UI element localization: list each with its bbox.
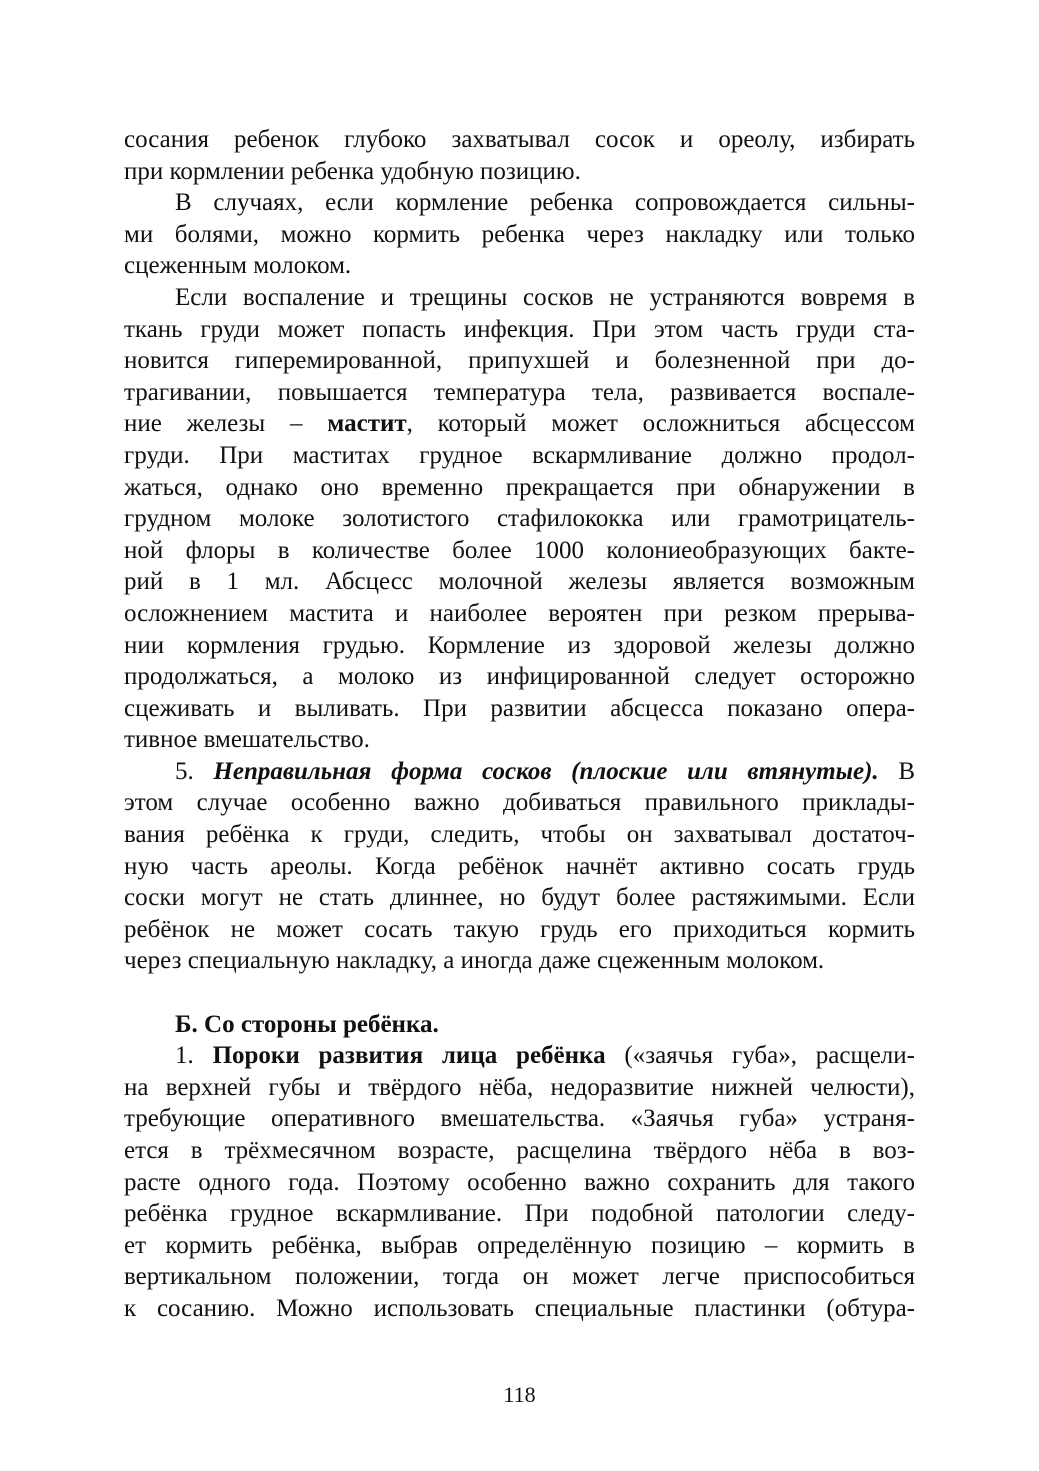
text-run: («заячья губа», расщели-	[605, 1042, 915, 1070]
text-line: В случаях, если кормление ребенка сопровождается сильны-	[175, 189, 915, 217]
text-line: вания ребёнка к груди, следить, чтобы он захватывал достаточ-	[124, 821, 915, 849]
text-line: нии кормления грудью. Кормление из здоровой железы должно	[124, 631, 915, 659]
text-line: на верхней губы и твёрдого нёба, недоразвитие нижней челюсти),	[124, 1073, 915, 1101]
text-line	[124, 408, 915, 440]
text-line: этом случае особенно важно добиваться правильного приклады-	[124, 789, 915, 817]
item-heading: Пороки развития лица ребёнка	[212, 1042, 606, 1070]
text-line: требующие оперативного вмешательства. «Заячья губа» устраня-	[124, 1105, 915, 1133]
page-body	[124, 124, 915, 1325]
text-line: ет кормить ребёнка, выбрав определённую позицию – кормить в	[124, 1231, 915, 1259]
term-mastitis: мастит	[327, 410, 407, 438]
text-line: ребёнок не может сосать такую грудь его приходиться кормить	[124, 915, 915, 943]
text-line: ми болями, можно кормить ребенка через накладку или только	[124, 220, 915, 248]
text-run: , который может осложниться абсцессом	[406, 410, 915, 438]
text-line: жаться, однако оно временно прекращается при обнаружении в	[124, 473, 915, 501]
text-line: ную часть ареолы. Когда ребёнок начнёт активно сосать грудь	[124, 852, 915, 880]
text-line: Если воспаление и трещины сосков не устраняются вовремя в	[175, 283, 915, 311]
item-heading: Неправильная форма сосков (плоские или втянутые).	[213, 757, 879, 785]
section-heading: Б. Со стороны ребёнка.	[175, 1010, 439, 1038]
text-line: груди. При маститах грудное вскармливание должно продол-	[124, 441, 915, 469]
text-line: осложнением мастита и наиболее вероятен при резком прерыва-	[124, 599, 915, 627]
text-line: сосания ребенок глубоко захватывал сосок и ореолу, избирать	[124, 126, 915, 153]
text-line: к сосанию. Можно использовать специальные пластинки (обтура-	[124, 1294, 915, 1322]
text-line: вертикальном положении, тогда он может легче приспособиться	[124, 1263, 915, 1291]
paragraph-gap	[124, 977, 915, 1009]
text-line: ется в трёхмесячном возрасте, расщелина твёрдого нёба в воз-	[124, 1137, 915, 1164]
text-line: ткань груди может попасть инфекция. При этом часть груди ста-	[124, 315, 915, 343]
text-run: ние железы –	[124, 410, 328, 438]
text-line: грудном молоке золотистого стафилококка или грамотрицатель-	[124, 505, 915, 533]
text-line: продолжаться, а молоко из инфицированной следует осторожно	[124, 663, 915, 691]
text-run: В	[878, 757, 915, 785]
text-line: при кормлении ребенка удобную позицию.	[124, 157, 581, 185]
list-number: 5.	[175, 757, 214, 785]
text-line: новится гиперемированной, припухшей и болезненной при до-	[124, 347, 915, 375]
text-line: тивное вмешательство.	[124, 726, 370, 754]
list-number: 1.	[175, 1042, 213, 1070]
text-line: сцеживать и выливать. При развитии абсцесса показано опера-	[124, 694, 915, 722]
text-line	[124, 756, 915, 788]
text-line: трагивании, повышается температура тела, развивается воспале-	[124, 378, 915, 406]
text-line: через специальную накладку, а иногда даже сцеженным молоком.	[124, 947, 825, 975]
text-line: соски могут не стать длиннее, но будут более растяжимыми. Если	[124, 884, 915, 912]
text-line: сцеженным молоком.	[124, 252, 352, 280]
text-line: расте одного года. Поэтому особенно важно сохранить для такого	[124, 1168, 915, 1196]
text-line	[124, 1040, 915, 1072]
text-line: ребёнка грудное вскармливание. При подобной патологии следу-	[124, 1200, 915, 1228]
page-number: 118	[503, 1382, 536, 1407]
text-line: ной флоры в количестве более 1000 колониеобразующих бакте-	[124, 536, 915, 564]
text-line: рий в 1 мл. Абсцесс молочной железы является возможным	[124, 568, 915, 596]
